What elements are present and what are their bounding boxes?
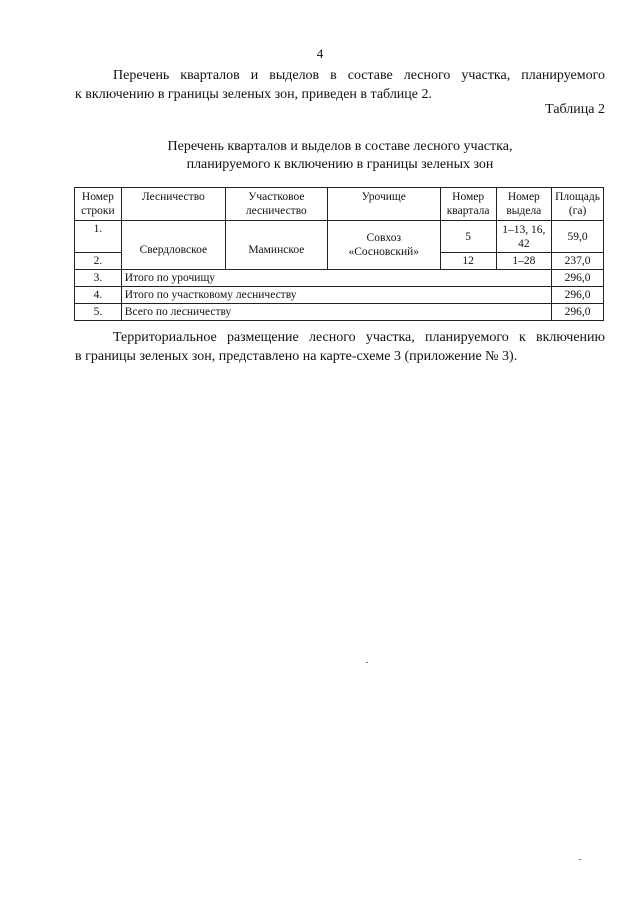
district-cell: Маминское bbox=[225, 221, 327, 270]
area-cell: 296,0 bbox=[552, 287, 604, 304]
page-number: 4 bbox=[316, 46, 324, 61]
table-title-line-1: Перечень кварталов и выделов в составе лесного участка, bbox=[167, 139, 513, 154]
area-cell: 59,0 bbox=[552, 221, 604, 253]
intro-paragraph bbox=[75, 66, 605, 104]
row-number-cell: 5. bbox=[75, 304, 122, 321]
header-allotment-number: Номер выдела bbox=[496, 188, 552, 221]
row-number-cell: 1. bbox=[75, 221, 122, 253]
area-cell: 237,0 bbox=[552, 253, 604, 270]
quarter-cell: 5 bbox=[440, 221, 496, 253]
area-cell: 296,0 bbox=[552, 304, 604, 321]
tract-cell: Совхоз «Сосновский» bbox=[327, 221, 440, 270]
allotment-cell: 1–13, 16, 42 bbox=[496, 221, 552, 253]
table-title bbox=[120, 138, 560, 174]
conclusion-line-1: Территориальное размещение лесного участка, планируемого к включению bbox=[113, 330, 605, 345]
area-cell: 296,0 bbox=[552, 270, 604, 287]
quarter-cell: 12 bbox=[440, 253, 496, 270]
total-label-cell: Итого по участковому лесничеству bbox=[121, 287, 551, 304]
table-row bbox=[75, 221, 604, 253]
header-quarter-number: Номер квартала bbox=[440, 188, 496, 221]
forestry-cell: Свердловское bbox=[121, 221, 225, 270]
table-total-row bbox=[75, 270, 604, 287]
header-forestry: Лесничество bbox=[121, 188, 225, 221]
intro-line-1: Перечень кварталов и выделов в составе лесного участка, планируемого bbox=[113, 68, 605, 83]
table-total-row bbox=[75, 304, 604, 321]
total-label-cell: Всего по лесничеству bbox=[121, 304, 551, 321]
table-total-row bbox=[75, 287, 604, 304]
header-district-forestry: Участковое лесничество bbox=[225, 188, 327, 221]
header-tract: Урочище bbox=[327, 188, 440, 221]
row-number-cell: 2. bbox=[75, 253, 122, 270]
row-number-cell: 3. bbox=[75, 270, 122, 287]
total-label-cell: Итого по урочищу bbox=[121, 270, 551, 287]
table-title-line-2: планируемого к включению в границы зеленых зон bbox=[186, 157, 494, 172]
allotments-table bbox=[74, 187, 604, 321]
header-area: Площадь (га) bbox=[552, 188, 604, 221]
table-header-row bbox=[75, 188, 604, 221]
header-row-number: Номер строки bbox=[75, 188, 122, 221]
conclusion-paragraph bbox=[75, 328, 605, 366]
table-label: Таблица 2 bbox=[545, 102, 605, 117]
scan-speck bbox=[579, 859, 581, 860]
row-number-cell: 4. bbox=[75, 287, 122, 304]
allotment-cell: 1–28 bbox=[496, 253, 552, 270]
conclusion-line-2: в границы зеленых зон, представлено на карте-схеме 3 (приложение № 3). bbox=[75, 349, 518, 364]
scan-speck bbox=[366, 662, 368, 663]
intro-line-2: к включению в границы зеленых зон, приведен в таблице 2. bbox=[75, 87, 432, 102]
